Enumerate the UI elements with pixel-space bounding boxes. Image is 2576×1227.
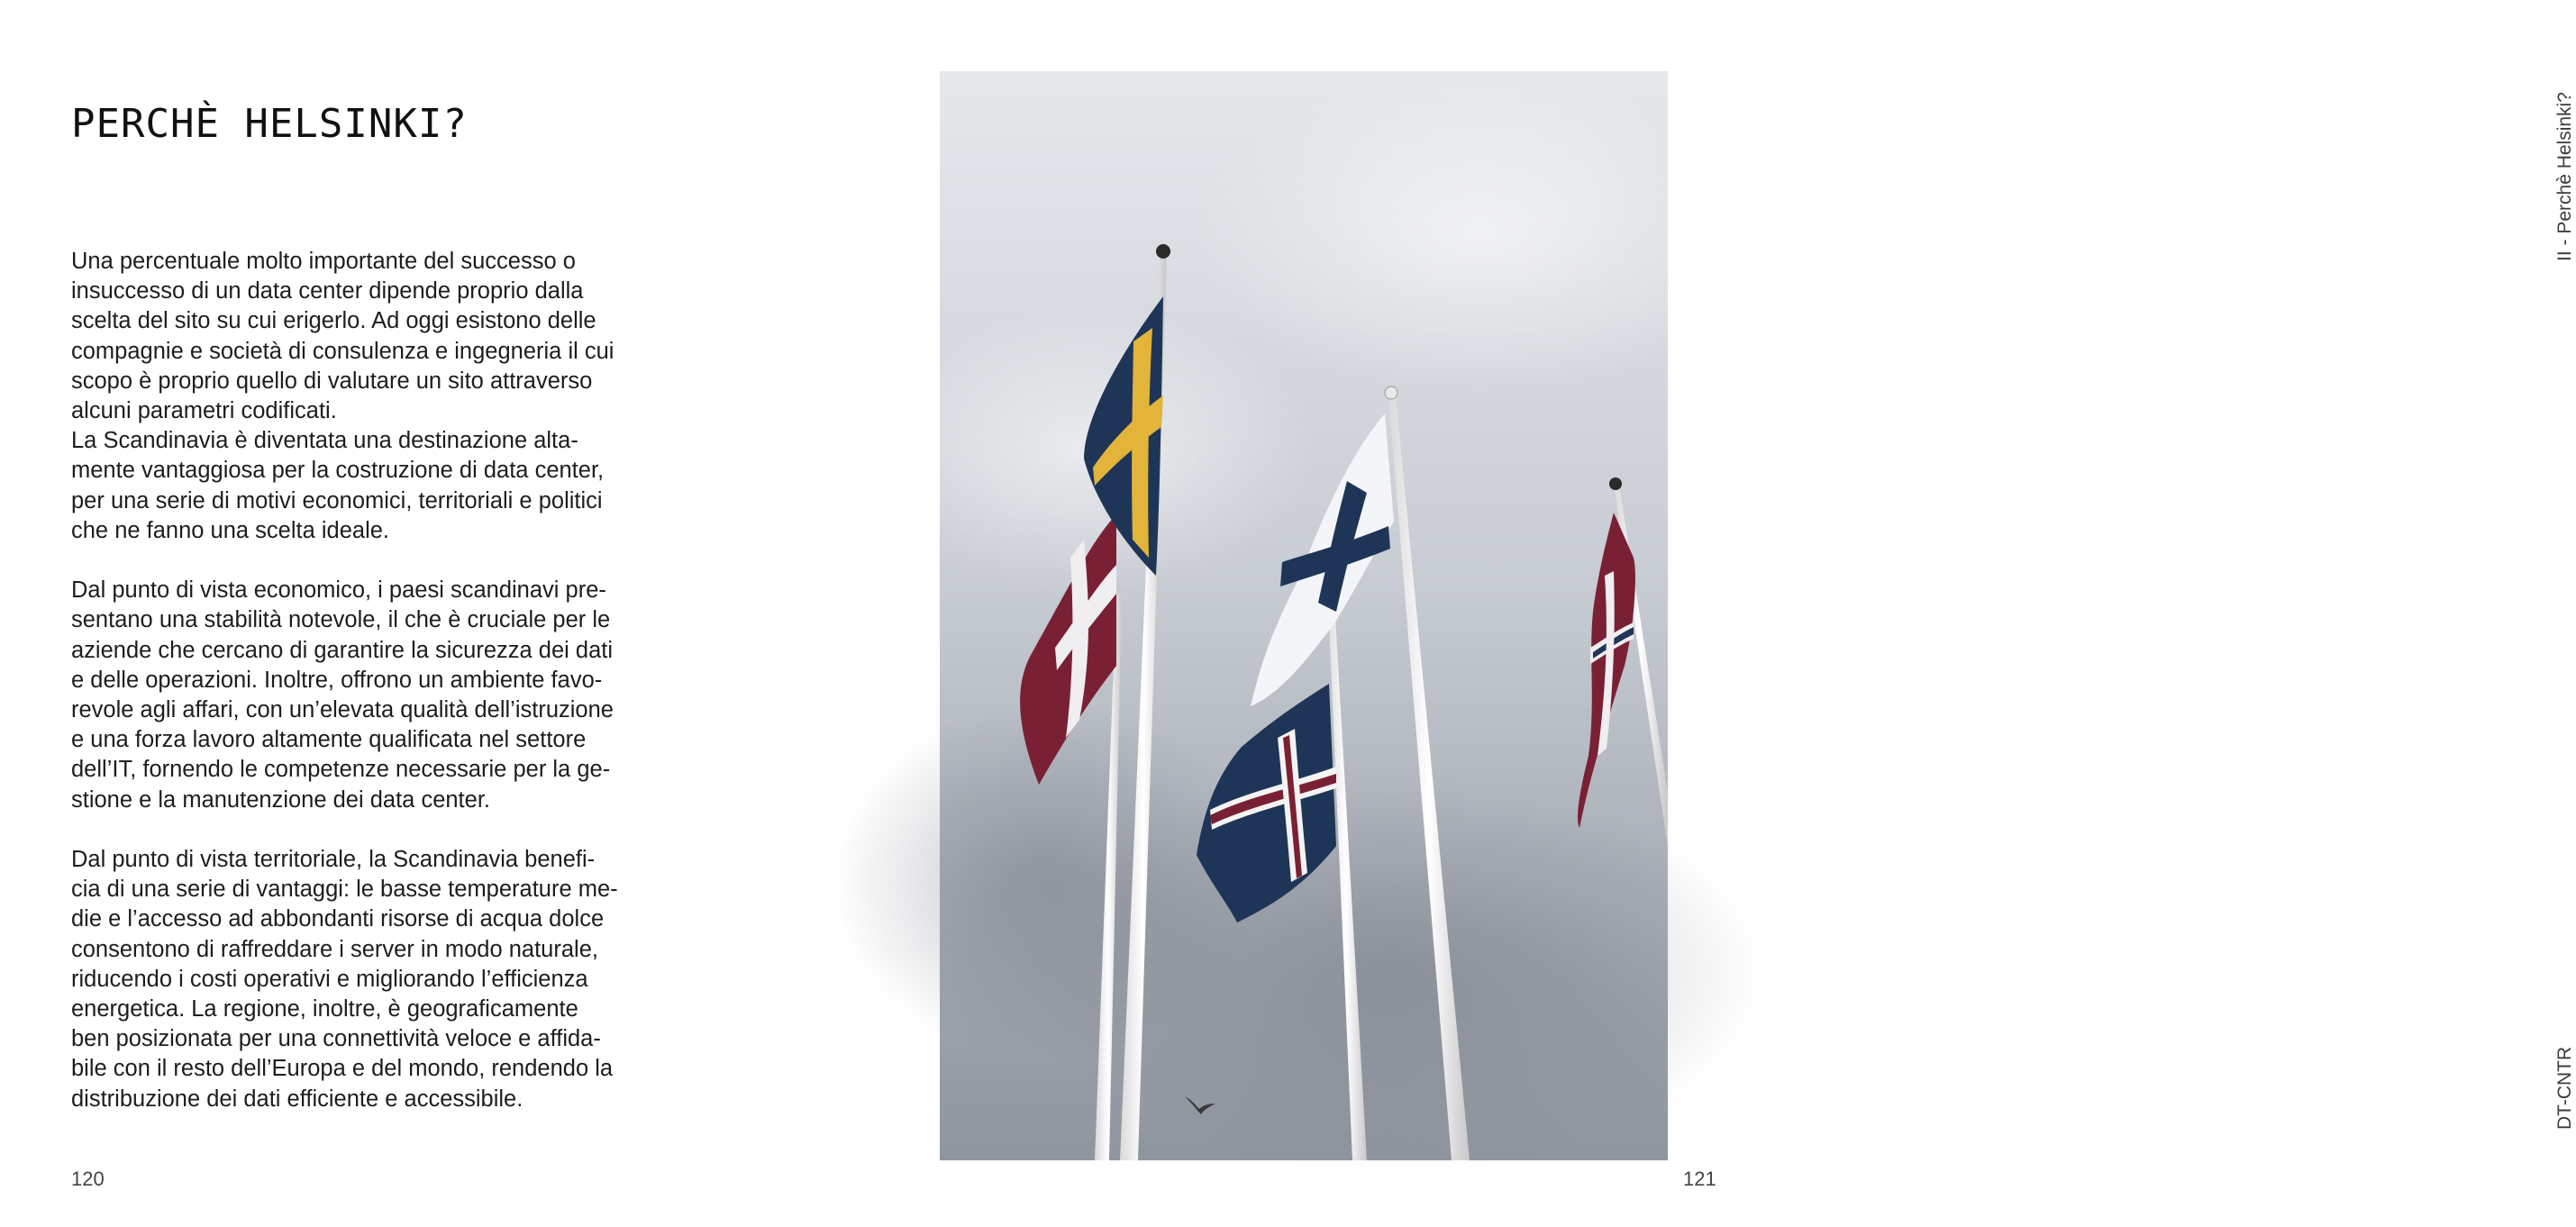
page-number-left: 120: [71, 1168, 105, 1190]
paragraph-1: [71, 247, 641, 546]
text-line: Dal punto di vista economico, i paesi scandinavi pre-: [71, 577, 606, 604]
text-line: mente vantaggiosa per la costruzione di data center,: [71, 458, 605, 484]
paragraph-3: [71, 845, 641, 1114]
text-line: che ne fanno una scelta ideale.: [71, 517, 390, 543]
text-line: alcuni parametri codificati.: [71, 398, 337, 424]
text-line: die e l’accesso ad abbondanti risorse di acqua dolce: [71, 906, 605, 932]
page-number-right: 121: [1683, 1168, 1716, 1190]
text-line: stione e la manutenzione dei data center.: [71, 786, 490, 813]
text-line: e delle operazioni. Inoltre, offrono un ambiente favo-: [71, 667, 603, 693]
flags-illustration: [940, 71, 1668, 1160]
text-line: insuccesso di un data center dipende proprio dalla: [71, 278, 584, 304]
cloud: [1192, 71, 1769, 395]
text-line: distribuzione dei dati efficiente e accessibile.: [71, 1086, 523, 1112]
text-line: aziende che cercano di garantire la sicurezza dei dati: [71, 637, 614, 663]
left-page: [0, 0, 865, 1227]
text-line: scopo è proprio quello di valutare un sito attraverso: [71, 368, 593, 394]
text-line: per una serie di motivi economici, territoriali e politici: [71, 487, 603, 514]
text-line: consentono di raffreddare i server in modo naturale,: [71, 936, 598, 962]
paragraph-2: [71, 576, 641, 815]
text-line: sentano una stabilità notevole, il che è cruciale per le: [71, 607, 611, 633]
text-line: scelta del sito su cui erigerlo. Ad oggi esistono delle: [71, 308, 596, 334]
text-line: e una forza lavoro altamente qualificata nel settore: [71, 727, 587, 753]
text-line: revole agli affari, con un’elevata qualità dell’istruzione: [71, 697, 614, 723]
running-head-brand: DT-CNTR: [2554, 1046, 2575, 1130]
body-text: [71, 247, 641, 1114]
running-head-section: II - Perchè Helsinki?: [2554, 92, 2575, 261]
text-line: riducendo i costi operativi e migliorando l’efficienza: [71, 966, 588, 992]
text-line: La Scandinavia è diventata una destinazione alta-: [71, 428, 578, 454]
text-line: bile con il resto dell’Europa e del mondo, rendendo la: [71, 1056, 614, 1082]
right-page: [865, 0, 2575, 1227]
text-line: Dal punto di vista territoriale, la Scandinavia benefi-: [71, 847, 596, 873]
page-title: PERCHÈ HELSINKI?: [71, 101, 468, 147]
text-line: ben posizionata per una connettività veloce e affida-: [71, 1026, 601, 1052]
text-line: energetica. La regione, inoltre, è geograficamente: [71, 996, 578, 1022]
text-line: dell’IT, fornendo le competenze necessarie per la ge-: [71, 757, 611, 783]
text-line: Una percentuale molto importante del successo o: [71, 249, 576, 274]
text-line: cia di una serie di vantaggi: le basse temperature me-: [71, 877, 618, 903]
text-line: compagnie e società di consulenza e ingegneria il cui: [71, 338, 614, 364]
flags-photo: [940, 71, 1668, 1160]
